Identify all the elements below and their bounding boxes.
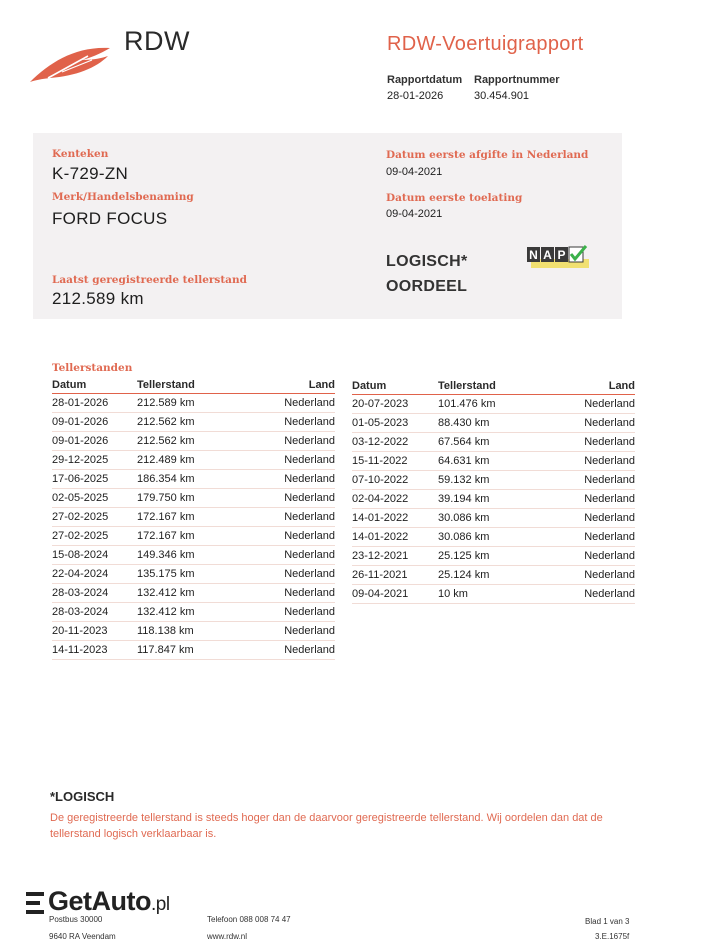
reading-date: 23-12-2021 bbox=[352, 546, 438, 565]
reading-km: 135.175 km bbox=[137, 564, 237, 583]
readings-section-title: Tellerstanden bbox=[52, 362, 133, 374]
table-row bbox=[52, 450, 335, 469]
table-row bbox=[352, 394, 635, 413]
table-row bbox=[52, 412, 335, 431]
getauto-watermark bbox=[48, 886, 170, 917]
report-date-value: 28-01-2026 bbox=[387, 90, 444, 102]
watermark-tld: .pl bbox=[150, 894, 170, 915]
table-row bbox=[352, 470, 635, 489]
table-row bbox=[352, 584, 635, 603]
first-issue-nl-value: 09-04-2021 bbox=[386, 166, 443, 178]
header-reading: Tellerstand bbox=[137, 378, 237, 393]
reading-date: 09-04-2021 bbox=[352, 584, 438, 603]
reading-country: Nederland bbox=[237, 450, 335, 469]
table-row bbox=[352, 527, 635, 546]
logisch-title: *LOGISCH bbox=[50, 789, 115, 804]
reading-date: 02-05-2025 bbox=[52, 488, 137, 507]
nap-letter-n: N bbox=[529, 248, 538, 262]
reading-km: 149.346 km bbox=[137, 545, 237, 564]
table-row bbox=[52, 564, 335, 583]
table-row bbox=[52, 640, 335, 659]
reading-km: 64.631 km bbox=[438, 451, 538, 470]
reading-km: 132.412 km bbox=[137, 602, 237, 621]
first-issue-nl-label: Datum eerste afgifte in Nederland bbox=[386, 149, 589, 161]
reading-date: 27-02-2025 bbox=[52, 507, 137, 526]
reading-country: Nederland bbox=[538, 527, 635, 546]
reading-km: 25.125 km bbox=[438, 546, 538, 565]
reading-km: 117.847 km bbox=[137, 640, 237, 659]
report-title: RDW-Voertuigrapport bbox=[387, 33, 584, 55]
plate-value: K-729-ZN bbox=[52, 164, 129, 183]
reading-country: Nederland bbox=[237, 412, 335, 431]
table-row bbox=[352, 546, 635, 565]
plate-label: Kenteken bbox=[52, 148, 109, 160]
first-admission-value: 09-04-2021 bbox=[386, 208, 443, 220]
verdict-block bbox=[386, 249, 468, 299]
table-row bbox=[352, 508, 635, 527]
reading-date: 15-11-2022 bbox=[352, 451, 438, 470]
header-country: Land bbox=[538, 379, 635, 394]
reading-km: 101.476 km bbox=[438, 394, 538, 413]
reading-date: 20-11-2023 bbox=[52, 621, 137, 640]
reading-km: 25.124 km bbox=[438, 565, 538, 584]
reading-country: Nederland bbox=[538, 584, 635, 603]
reading-country: Nederland bbox=[237, 507, 335, 526]
table-header-row bbox=[52, 378, 335, 393]
reading-country: Nederland bbox=[538, 394, 635, 413]
reading-km: 186.354 km bbox=[137, 469, 237, 488]
reading-date: 14-01-2022 bbox=[352, 527, 438, 546]
reading-km: 212.562 km bbox=[137, 431, 237, 450]
report-number-label: Rapportnummer bbox=[474, 74, 560, 86]
reading-country: Nederland bbox=[237, 640, 335, 659]
reading-km: 212.562 km bbox=[137, 412, 237, 431]
reading-date: 09-01-2026 bbox=[52, 412, 137, 431]
table-row bbox=[52, 583, 335, 602]
reading-date: 28-03-2024 bbox=[52, 602, 137, 621]
logisch-explanation: De geregistreerde tellerstand is steeds hoger dan de daarvoor geregistreerde tellerstand. Wij oordelen dan dat de tellerstand logisch verklaarbaar is. bbox=[50, 812, 603, 840]
readings-table-left bbox=[52, 378, 335, 660]
header-country: Land bbox=[237, 378, 335, 393]
reading-country: Nederland bbox=[237, 526, 335, 545]
table-row bbox=[352, 413, 635, 432]
reading-km: 172.167 km bbox=[137, 507, 237, 526]
reading-country: Nederland bbox=[237, 564, 335, 583]
table-row bbox=[352, 451, 635, 470]
reading-country: Nederland bbox=[538, 565, 635, 584]
reading-date: 28-03-2024 bbox=[52, 583, 137, 602]
odometer-value: 212.589 km bbox=[52, 289, 144, 308]
reading-date: 20-07-2023 bbox=[352, 394, 438, 413]
reading-date: 09-01-2026 bbox=[52, 431, 137, 450]
table-row bbox=[52, 469, 335, 488]
nap-letter-p: P bbox=[557, 248, 566, 262]
rdw-feather-logo-icon bbox=[28, 38, 114, 86]
reading-date: 28-01-2026 bbox=[52, 393, 137, 412]
header-date: Datum bbox=[52, 378, 137, 393]
reading-country: Nederland bbox=[538, 413, 635, 432]
reading-country: Nederland bbox=[538, 489, 635, 508]
reading-country: Nederland bbox=[237, 545, 335, 564]
reading-country: Nederland bbox=[237, 583, 335, 602]
reading-km: 88.430 km bbox=[438, 413, 538, 432]
table-row bbox=[52, 526, 335, 545]
reading-country: Nederland bbox=[237, 602, 335, 621]
table-row bbox=[52, 431, 335, 450]
reading-country: Nederland bbox=[538, 546, 635, 565]
table-row bbox=[52, 507, 335, 526]
reading-km: 172.167 km bbox=[137, 526, 237, 545]
reading-country: Nederland bbox=[538, 470, 635, 489]
reading-date: 27-02-2025 bbox=[52, 526, 137, 545]
table-header-row bbox=[352, 379, 635, 394]
footer-code: 3.E.1675f bbox=[595, 932, 630, 940]
reading-km: 10 km bbox=[438, 584, 538, 603]
reading-date: 26-11-2021 bbox=[352, 565, 438, 584]
table-row bbox=[52, 393, 335, 412]
reading-km: 212.489 km bbox=[137, 450, 237, 469]
odometer-label: Laatst geregistreerde tellerstand bbox=[52, 274, 247, 286]
reading-km: 179.750 km bbox=[137, 488, 237, 507]
reading-country: Nederland bbox=[538, 432, 635, 451]
verdict-line-1: LOGISCH* bbox=[386, 253, 468, 270]
rdw-logo-text: RDW bbox=[124, 26, 190, 56]
model-value: FORD FOCUS bbox=[52, 209, 168, 228]
reading-km: 118.138 km bbox=[137, 621, 237, 640]
reading-country: Nederland bbox=[237, 469, 335, 488]
table-row bbox=[52, 488, 335, 507]
reading-country: Nederland bbox=[538, 508, 635, 527]
reading-country: Nederland bbox=[237, 431, 335, 450]
reading-date: 22-04-2024 bbox=[52, 564, 137, 583]
reading-date: 07-10-2022 bbox=[352, 470, 438, 489]
reading-km: 212.589 km bbox=[137, 393, 237, 412]
footer-phone: Telefoon 088 008 74 47 bbox=[207, 915, 291, 924]
table-row bbox=[52, 621, 335, 640]
reading-date: 14-01-2022 bbox=[352, 508, 438, 527]
reading-date: 29-12-2025 bbox=[52, 450, 137, 469]
reading-date: 02-04-2022 bbox=[352, 489, 438, 508]
table-row bbox=[352, 489, 635, 508]
reading-date: 14-11-2023 bbox=[52, 640, 137, 659]
reading-km: 67.564 km bbox=[438, 432, 538, 451]
reading-km: 30.086 km bbox=[438, 508, 538, 527]
readings-table-right bbox=[352, 379, 635, 604]
reading-km: 59.132 km bbox=[438, 470, 538, 489]
header-reading: Tellerstand bbox=[438, 379, 538, 394]
first-admission-label: Datum eerste toelating bbox=[386, 192, 523, 204]
table-row bbox=[52, 602, 335, 621]
getauto-logo-icon bbox=[26, 892, 46, 914]
footer-postbus: Postbus 30000 bbox=[49, 915, 103, 924]
footer-page-number: Blad 1 van 3 bbox=[585, 917, 630, 926]
verdict-line-2: OORDEEL bbox=[386, 278, 468, 295]
reading-km: 132.412 km bbox=[137, 583, 237, 602]
table-row bbox=[352, 432, 635, 451]
report-number-value: 30.454.901 bbox=[474, 90, 530, 102]
reading-km: 30.086 km bbox=[438, 527, 538, 546]
footer-website: www.rdw.nl bbox=[207, 932, 248, 940]
reading-country: Nederland bbox=[237, 488, 335, 507]
reading-date: 03-12-2022 bbox=[352, 432, 438, 451]
model-label: Merk/Handelsbenaming bbox=[52, 191, 194, 203]
nap-letter-a: A bbox=[543, 248, 552, 262]
reading-country: Nederland bbox=[237, 393, 335, 412]
watermark-name: GetAuto bbox=[48, 886, 151, 916]
footer-city: 9640 RA Veendam bbox=[49, 932, 116, 940]
report-date-label: Rapportdatum bbox=[387, 74, 463, 86]
header-date: Datum bbox=[352, 379, 438, 394]
reading-date: 17-06-2025 bbox=[52, 469, 137, 488]
reading-country: Nederland bbox=[538, 451, 635, 470]
reading-date: 01-05-2023 bbox=[352, 413, 438, 432]
reading-date: 15-08-2024 bbox=[52, 545, 137, 564]
reading-km: 39.194 km bbox=[438, 489, 538, 508]
table-row bbox=[52, 545, 335, 564]
table-row bbox=[352, 565, 635, 584]
nap-checkmark-badge-icon bbox=[527, 245, 591, 269]
reading-country: Nederland bbox=[237, 621, 335, 640]
